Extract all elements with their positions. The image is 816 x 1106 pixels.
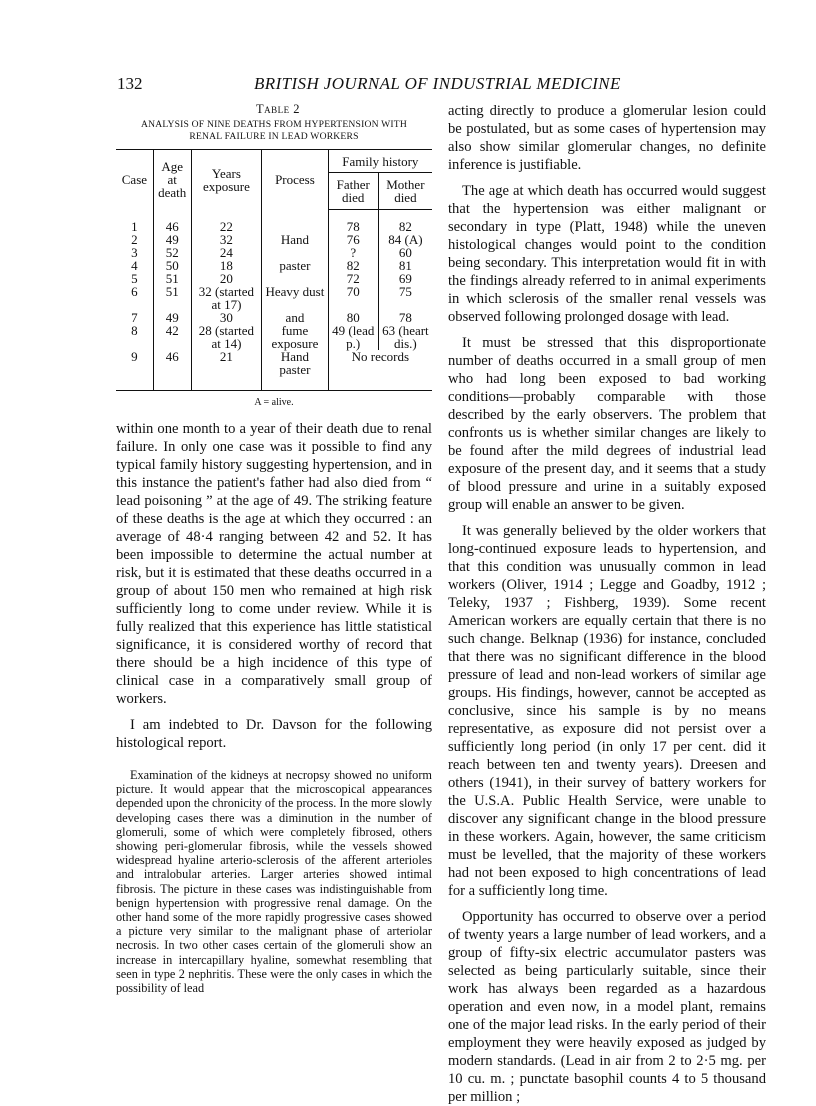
- data-table: [116, 149, 432, 391]
- body-paragraph: The age at which death has occurred would suggest that the hypertension was either malignant or secondary in type (Platt, 1948) while the uneven histological changes would point to the condition being secondary. This interpretation would fit in with the findings already referred to in animal experiments in which sclerosis of the smaller renal vessels was observed following prolonged dosage with lead.: [448, 183, 766, 325]
- table-row: [116, 246, 432, 259]
- cell-father: 78: [328, 210, 378, 234]
- cell-father: 49 (lead p.): [328, 324, 378, 350]
- cell-age: 51: [153, 285, 191, 311]
- cell-age: 49: [153, 233, 191, 246]
- body-paragraph: Opportunity has occurred to observe over a period of twenty years a large number of lead workers, and a group of fifty-six electric accumulator pasters was selected as being particularly suitable, since their work has always been regarded as a hazardous operation and even now, in a model plant, remains one of the major lead risks. In the early period of their employment they were heavily exposed as judged by modern standards. (Lead in air from 2 to 2·5 mg. per 10 cu. m. ; punctate basophil counts 4 to 5 thousand per million ;: [448, 909, 766, 1105]
- cell-mother: 84 (A): [388, 232, 423, 247]
- cell-case: 5: [116, 272, 153, 285]
- histological-report: [116, 768, 432, 995]
- body-paragraph: acting directly to produce a glomerular lesion could be postulated, but as some cases of hypertension may also show similar glomerular changes, no definite inference is justifiable.: [448, 103, 766, 173]
- cell-process: paster: [262, 259, 328, 272]
- cell-mother: 78: [398, 310, 412, 325]
- cell-process: Hand paster: [262, 350, 328, 391]
- table-row: [116, 324, 432, 350]
- cell-process: Hand: [262, 233, 328, 246]
- cell-age: 42: [153, 324, 191, 350]
- cell-case: 6: [116, 285, 153, 311]
- table-row: [116, 233, 432, 246]
- cell-years: 24: [191, 246, 262, 259]
- header-father: Father died: [328, 173, 378, 210]
- cell-years: 22: [191, 210, 262, 234]
- left-column: [116, 102, 432, 995]
- cell-mother: 81: [398, 258, 412, 273]
- cell-case: 2: [116, 233, 153, 246]
- table-row: [116, 210, 432, 234]
- cell-age: 52: [153, 246, 191, 259]
- cell-case: 3: [116, 246, 153, 259]
- cell-process: Heavy dust: [262, 285, 328, 311]
- cell-process: fume exposure: [262, 324, 328, 350]
- cell-age: 46: [153, 210, 191, 234]
- header-family-history: Family history: [328, 150, 432, 173]
- header-years: Years exposure: [191, 150, 262, 210]
- table-caption: Table 2: [255, 102, 300, 116]
- cell-case: 1: [116, 210, 153, 234]
- cell-mother: 75: [398, 284, 412, 299]
- report-paragraph: Examination of the kidneys at necropsy showed no uniform picture. It would appear that the microscopical appearances depended upon the chronicity of the process. In the more slowly developing cases there was a diminution in the number of glomeruli, some of which were completely fibrosed, others showing peri-glomerular fibrosis, while the vessels showed widespread hyaline arterio-sclerosis of the afferent arterioles and intralobular arteries. Larger arteries showed intimal fibrosis. The picture in these cases was indistinguishable from benign hypertension with progressive renal damage. On the other hand some of the more rapidly progressive cases showed a picture very similar to the malignant phase of arteriolar necrosis. In two other cases certain of the glomeruli show an increase in intercapillary hyaline, somewhat resembling that seen in type 2 nephritis. These were the only cases in which the possibility of lead: [116, 768, 432, 996]
- header-age: Age at death: [153, 150, 191, 210]
- cell-family-history: No records: [328, 350, 432, 391]
- body-paragraph: I am indebted to Dr. Davson for the following histological report.: [116, 717, 432, 751]
- cell-process: [262, 210, 328, 234]
- cell-age: 46: [153, 350, 191, 391]
- cell-case: 9: [116, 350, 153, 391]
- body-paragraph: within one month to a year of their death due to renal failure. In only one case was it possible to find any typical family history suggesting hypertension, and in this instance the patient's father had also died from “ lead poisoning ” at the age of 49. The striking feature of these deaths is the age at which they occurred : an average of 48·4 ranging between 42 and 52. It has been impossible to determine the actual number at risk, but it is estimated that these deaths occurred in a group of about 150 men who remained at high risk sufficiently long to come under review. While it is fully realized that this experience has little statistical significance, it is considered worthy of record that there should be a high incidence of this type of clinical case in a comparatively small group of workers.: [116, 421, 432, 707]
- table-title: [116, 119, 432, 143]
- table-title-line-2: RENAL FAILURE IN LEAD WORKERS: [189, 131, 359, 142]
- cell-father: 82: [328, 259, 378, 272]
- cell-years: 21: [191, 350, 262, 391]
- cell-years: 28 (started at 14): [191, 324, 262, 350]
- table-title-line-1: ANALYSIS OF NINE DEATHS FROM HYPERTENSION WITH: [141, 119, 407, 130]
- cell-case: 4: [116, 259, 153, 272]
- page-number: 132: [117, 74, 143, 93]
- cell-father: 70: [328, 285, 378, 311]
- cell-mother: 82: [398, 219, 412, 234]
- cell-case: 8: [116, 324, 153, 350]
- header-mother: Mother died: [378, 173, 432, 210]
- cell-years: 18: [191, 259, 262, 272]
- left-body-text: [116, 420, 432, 752]
- table-row: [116, 285, 432, 311]
- cell-process: and: [262, 311, 328, 324]
- cell-years: 20: [191, 272, 262, 285]
- journal-title: BRITISH JOURNAL OF INDUSTRIAL MEDICINE: [254, 74, 621, 93]
- table-row: [116, 350, 432, 391]
- header-process: Process: [262, 150, 328, 210]
- cell-father: ?: [328, 246, 378, 259]
- table-footnote: A = alive.: [254, 397, 294, 408]
- cell-mother: 63 (heart dis.): [382, 323, 429, 351]
- body-paragraph: It must be stressed that this disproportionate number of deaths occurred in a small group of men who had long been exposed to bad working conditions—probably comparable with those described by the early observers. The problem that confronts us is whether similar changes are likely to be found after the mild degrees of industrial lead exposure of the present day, and it seems that a study of blood pressure and urine in a suitably exposed group will enable an answer to be given.: [448, 335, 766, 513]
- cell-father: 72: [328, 272, 378, 285]
- right-column: [448, 102, 766, 1106]
- header-case: Case: [116, 150, 153, 210]
- cell-age: 50: [153, 259, 191, 272]
- cell-father: 76: [328, 233, 378, 246]
- cell-case: 7: [116, 311, 153, 324]
- cell-mother: 60: [398, 245, 412, 260]
- cell-years: 32 (started at 17): [191, 285, 262, 311]
- cell-years: 32: [191, 233, 262, 246]
- cell-father: 80: [328, 311, 378, 324]
- cell-age: 49: [153, 311, 191, 324]
- table-row: [116, 259, 432, 272]
- cell-years: 30: [191, 311, 262, 324]
- body-paragraph: It was generally believed by the older workers that long-continued exposure leads to hypertension, and that this condition was unusually common in lead workers (Oliver, 1914 ; Legge and Goadby, 1912 ; Teleky, 1937 ; Fishberg, 1939). Some recent American workers are equally certain that there is no such change. Belknap (1936) for instance, concluded that there was no significant difference in the blood pressure of lead and non-lead workers of similar age groups. His findings, however, cannot be accepted as conclusive, since his sample is by no means representative, as exposure did not persist over a sufficiently long period (in only 17 per cent. did it reach between ten and twenty years). Dreesen and others (1941), in their survey of battery workers for the U.S.A. Public Health Service, were unable to discover any significant change in the blood pressure in these workers. Again, however, the same criticism must be levelled, that the majority of these workers had not been exposed to high concentrations of lead for a sufficiently long time.: [448, 523, 766, 899]
- cell-age: 51: [153, 272, 191, 285]
- cell-mother: 69: [398, 271, 412, 286]
